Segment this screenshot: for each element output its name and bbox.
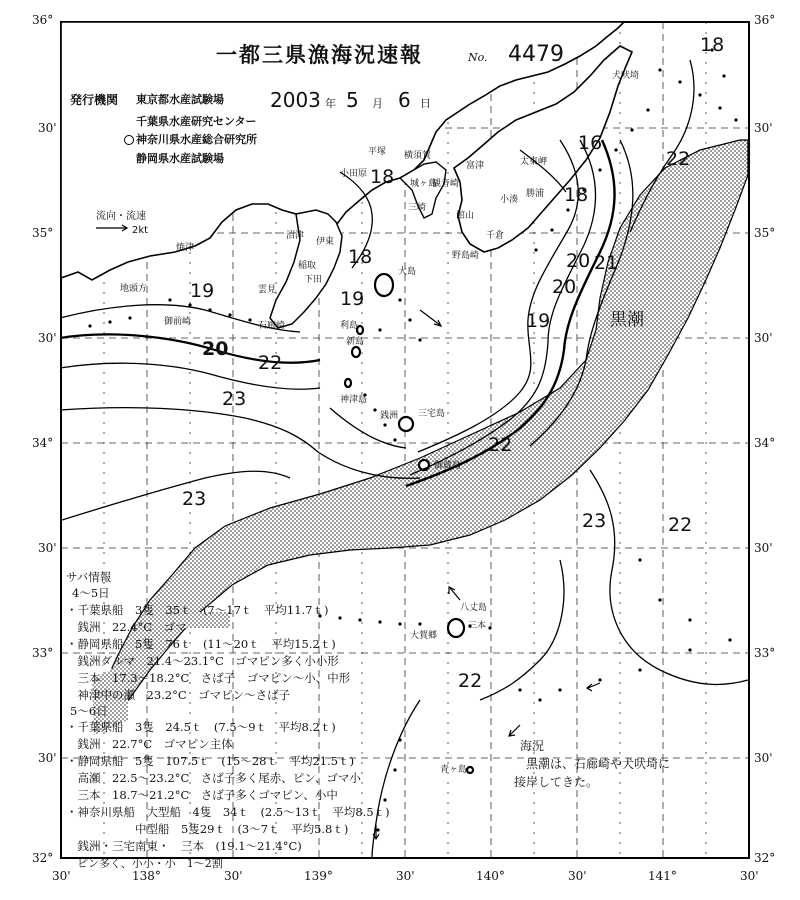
sst-18-izu-label: 18 xyxy=(348,246,373,268)
place-shimoda: 下田 xyxy=(304,275,323,285)
kanagawa-marker-icon xyxy=(124,135,134,145)
sst-label: 22 xyxy=(666,148,691,170)
saba-heading: サバ情報 xyxy=(66,570,112,584)
lat-left-0: 36° xyxy=(32,13,54,27)
lat-right-1: 30' xyxy=(754,121,773,135)
saba-line: ・千葉県船 3隻 35ｔ (7～17ｔ 平均11.7ｔ) xyxy=(66,603,329,617)
sst-label: 23 xyxy=(222,388,247,410)
sst-20-label: 20 xyxy=(202,338,229,360)
legend-label: 流向・流速 xyxy=(96,211,146,222)
place-kozushima: 神津島 xyxy=(340,395,368,405)
place-miyake: 三宅島 xyxy=(418,409,446,419)
miyake-island xyxy=(399,417,413,431)
lon-5: 140° xyxy=(476,869,505,883)
place-taitozaki: 太東岬 xyxy=(520,157,548,167)
place-kominato: 小湊 xyxy=(500,195,519,205)
saba-date1: 4～5日 xyxy=(72,586,110,600)
place-izu: 伊東 xyxy=(316,237,335,247)
lat-right-6: 33° xyxy=(754,646,776,660)
lat-right-4: 34° xyxy=(754,436,776,450)
place-toshima: 利島 xyxy=(340,321,359,331)
sst-label: 19 xyxy=(190,280,215,302)
place-odawara: 小田原 xyxy=(340,169,368,179)
aogashima-island xyxy=(467,767,473,773)
institution-kanagawa: 神奈川県水産総合研究所 xyxy=(136,133,257,146)
sst-label: 22 xyxy=(488,434,513,456)
place-kannonzaki: 観音崎 xyxy=(432,179,460,189)
place-inubosaki: 犬吠埼 xyxy=(612,71,640,81)
place-aogashima: 青ヶ島 xyxy=(440,765,468,775)
date-day: 6 xyxy=(398,88,411,112)
place-mikomoto: 三本 xyxy=(468,621,487,631)
saba-date2: 5～6日 xyxy=(70,704,108,718)
lon-7: 141° xyxy=(648,869,677,883)
place-mikura: 御蔵島 xyxy=(434,461,462,471)
saba-line: ・静岡県船 5隻 76ｔ (11～20ｔ 平均15.2ｔ) xyxy=(66,637,336,651)
place-niijima: 新島 xyxy=(346,337,365,347)
sst-label: 23 xyxy=(182,488,207,510)
sst-label: 18 xyxy=(564,184,589,206)
saba-line: ・静岡県船 5隻 107.5ｔ (15～28ｔ 平均21.5ｔ) xyxy=(66,754,355,768)
hachijo-island xyxy=(448,619,464,637)
place-yokosuka: 横須賀 xyxy=(404,151,432,161)
place-yaizu: 焼津 xyxy=(176,243,195,253)
place-nojimazaki: 野島崎 xyxy=(452,251,480,261)
lat-right-8: 32° xyxy=(754,851,776,865)
saba-line: 三本 17.3～18.2°C さば子 ゴマピン～小、中形 xyxy=(66,671,351,685)
place-zenisu: 銭洲 xyxy=(380,411,399,421)
saba-line: 銭洲ダルマ 21.4～23.1°C ゴマピン多く小小形 xyxy=(66,654,339,668)
lon-2: 30' xyxy=(224,869,243,883)
saba-line: ピン多く、小小・小 1～2割 xyxy=(66,857,223,870)
place-misaki: 三崎 xyxy=(408,203,427,213)
place-hachijo: 八丈島 xyxy=(460,603,488,613)
lat-left-2: 35° xyxy=(32,226,54,240)
lat-left-5: 30' xyxy=(38,541,57,555)
lon-8: 30' xyxy=(740,869,759,883)
lat-left-7: 30' xyxy=(38,751,57,765)
sst-label: 22 xyxy=(668,514,693,536)
sst-label: 21 xyxy=(594,252,619,274)
place-omaezaki: 御前崎 xyxy=(164,317,192,327)
sst-label: 19 xyxy=(526,310,551,332)
sst-label: 19 xyxy=(340,288,365,310)
sst-label: 22 xyxy=(458,670,483,692)
place-oshima: 大島 xyxy=(398,267,417,277)
lat-right-3: 30' xyxy=(754,331,773,345)
lon-6: 30' xyxy=(568,869,587,883)
saba-line: 神津中の瀬 23.2°C ゴマピン～さば子 xyxy=(66,688,291,702)
place-tateyama: 館山 xyxy=(456,211,475,221)
lon-3: 139° xyxy=(304,869,333,883)
saba-line: 三本 18.7～21.2°C さば子多くゴマピン、小中 xyxy=(66,788,338,802)
date-year-unit: 年 xyxy=(325,97,336,110)
saba-line: 銭洲 22.4°C ゴマ xyxy=(66,620,187,634)
sea-note-line: 黒潮は、石廊崎や犬吠埼に xyxy=(514,757,671,771)
place-hiratsuka: 平塚 xyxy=(368,147,387,157)
sea-note-line: 接岸してきた。 xyxy=(514,775,599,789)
place-jizogasaki: 地頭方 xyxy=(120,284,148,294)
saba-line: 銭洲 22.7°C ゴマピン主体 xyxy=(66,737,233,751)
sst-label: 22 xyxy=(258,352,283,374)
place-okenohama: 大賀郷 xyxy=(410,631,438,641)
institution-shizuoka: 静岡県水産試験場 xyxy=(136,152,224,165)
lat-left-3: 30' xyxy=(38,331,57,345)
lon-1: 138° xyxy=(132,869,161,883)
place-numazu: 沼津 xyxy=(286,231,305,241)
kuroshio-label: 黒潮 xyxy=(610,310,644,330)
issue-label: No. xyxy=(468,51,488,64)
date-month: 5 xyxy=(346,88,359,112)
place-ose: 雲見 xyxy=(258,285,277,295)
publisher-label: 発行機関 xyxy=(70,93,119,107)
lat-right-2: 35° xyxy=(754,226,776,240)
date-day-unit: 日 xyxy=(420,97,431,110)
sst-label: 16 xyxy=(578,132,603,154)
lat-right-0: 36° xyxy=(754,13,776,27)
lat-right-5: 30' xyxy=(754,541,773,555)
lon-0: 30' xyxy=(52,869,71,883)
legend-value: 2kt xyxy=(132,225,149,236)
place-chikura: 千倉 xyxy=(486,231,505,241)
saba-line: 銭洲・三宅南東・ 三本 (19.1～21.4°C) xyxy=(66,839,302,853)
place-inatori: 稲取 xyxy=(298,261,317,271)
sst-label: 18 xyxy=(370,166,395,188)
saba-line: ・千葉県船 3隻 24.5ｔ (7.5～9ｔ 平均8.2ｔ) xyxy=(66,720,336,734)
lat-left-4: 34° xyxy=(32,436,54,450)
sst-label: 23 xyxy=(582,510,607,532)
place-katsuura: 勝浦 xyxy=(526,189,545,199)
institution-chiba: 千葉県水産研究センター xyxy=(136,115,257,128)
oshima-island xyxy=(375,274,393,296)
sst-label: 20 xyxy=(566,250,591,272)
place-futtsu: 富津 xyxy=(466,161,485,171)
saba-line: ・神奈川県船 大型船 4隻 34ｔ (2.5～13ｔ 平均8.5ｔ) xyxy=(66,805,390,819)
sst-label: 18 xyxy=(700,34,725,56)
saba-line: 高瀬 22.5～23.2°C さば子多く尾赤、ピン、ゴマ小 xyxy=(66,771,361,785)
lon-4: 30' xyxy=(396,869,415,883)
lat-left-1: 30' xyxy=(38,121,57,135)
date-month-unit: 月 xyxy=(372,97,383,110)
lat-right-7: 30' xyxy=(754,751,773,765)
issue-number: 4479 xyxy=(508,42,564,67)
place-irozaki: 石廊崎 xyxy=(258,321,286,331)
lat-left-8: 32° xyxy=(32,851,54,865)
place-jogashima: 城ヶ島 xyxy=(410,179,438,189)
sst-label: 20 xyxy=(552,276,577,298)
date-year: 2003 xyxy=(270,88,321,112)
institution-tokyo: 東京都水産試験場 xyxy=(136,93,224,106)
report-title: 一都三県漁海況速報 xyxy=(216,42,423,67)
sea-note-heading: 海況 xyxy=(520,739,545,753)
lat-left-6: 33° xyxy=(32,646,54,660)
saba-line: 中型船 5隻29ｔ (3～7ｔ 平均5.8ｔ) xyxy=(66,822,349,836)
